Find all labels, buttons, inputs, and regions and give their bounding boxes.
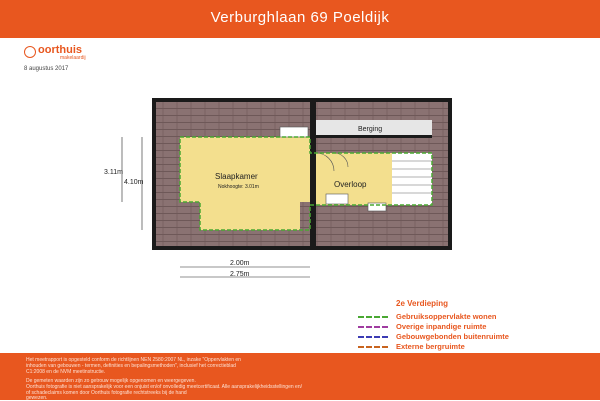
- footer-text: C1:2008 en de NVM meetinstructie.: [26, 369, 106, 375]
- dim-label-h1: 3.11m: [104, 169, 123, 176]
- legend-item: [358, 332, 588, 342]
- page-title: Verburghlaan 69 Poeldijk: [210, 9, 390, 26]
- legend-floor-title: 2e Verdieping: [396, 299, 449, 308]
- company-logo: [24, 44, 94, 64]
- interior-wall-2: [316, 135, 432, 138]
- slaapkamer-area: [180, 137, 310, 202]
- footer-text: Oorthuis fotografie is niet aansprakelijk voor een onjuist en/of onvolledig meetcertificaat. Alle aansprakelijkheidsstellingen en/: [26, 384, 302, 390]
- legend-label: Externe bergruimte: [396, 342, 465, 351]
- legend-swatch: [358, 336, 388, 338]
- legend-item: [358, 322, 588, 332]
- floor-plan: [100, 95, 460, 285]
- legend-swatch: [358, 326, 388, 328]
- fixture-icon-2: [368, 203, 386, 211]
- footer-disclaimer: [0, 353, 600, 400]
- legend-label: Gebruiksoppervlakte wonen: [396, 312, 497, 321]
- legend-label: Overige inpandige ruimte: [396, 322, 487, 331]
- interior-wall: [310, 137, 316, 230]
- room-label-overloop: Overloop: [334, 180, 367, 189]
- legend-swatch: [358, 316, 388, 318]
- header-bar: [0, 0, 600, 38]
- dim-label-h2: 4.10m: [124, 179, 144, 186]
- room-label-berging: Berging: [358, 126, 383, 133]
- footer-text: inhouden van gebouwen - termen, definities en bepalingsmethoden", inclusief het correctieblad: [26, 363, 236, 369]
- room-nokhoogte: Nokhoogte: 3.01m: [218, 184, 259, 190]
- footer-text: Het meetrapport is opgesteld conform de richtlijnen NEN 2580:2007 NL, inzake "Oppervlakten en: [26, 357, 241, 363]
- report-date: 8 augustus 2017: [24, 66, 69, 72]
- logo-wordmark: oorthuis: [38, 44, 82, 56]
- logo-tagline: makelaardij: [60, 55, 86, 61]
- logo-mark-icon: [24, 46, 36, 58]
- room-label-slaapkamer: Slaapkamer: [215, 172, 258, 181]
- slaapkamer-nook: [200, 202, 300, 230]
- legend-swatch: [358, 346, 388, 348]
- dim-label-w2: 2.75m: [230, 271, 250, 278]
- legend-label: Gebouwgebonden buitenruimte: [396, 332, 509, 341]
- footer-text: of schadeclaims komen door Oorthuis fotografie rechtstreeks bij de hand: [26, 390, 187, 396]
- window-frame: [280, 127, 308, 137]
- dim-label-w1: 2.00m: [230, 260, 250, 267]
- legend-item: [358, 312, 588, 322]
- footer-text: De gemeten waarden zijn zo getrouw mogelijk opgenomen en weergegeven.: [26, 378, 196, 384]
- legend-item: [358, 342, 588, 352]
- fixture-icon: [326, 194, 348, 204]
- footer-text: gewezen.: [26, 395, 48, 401]
